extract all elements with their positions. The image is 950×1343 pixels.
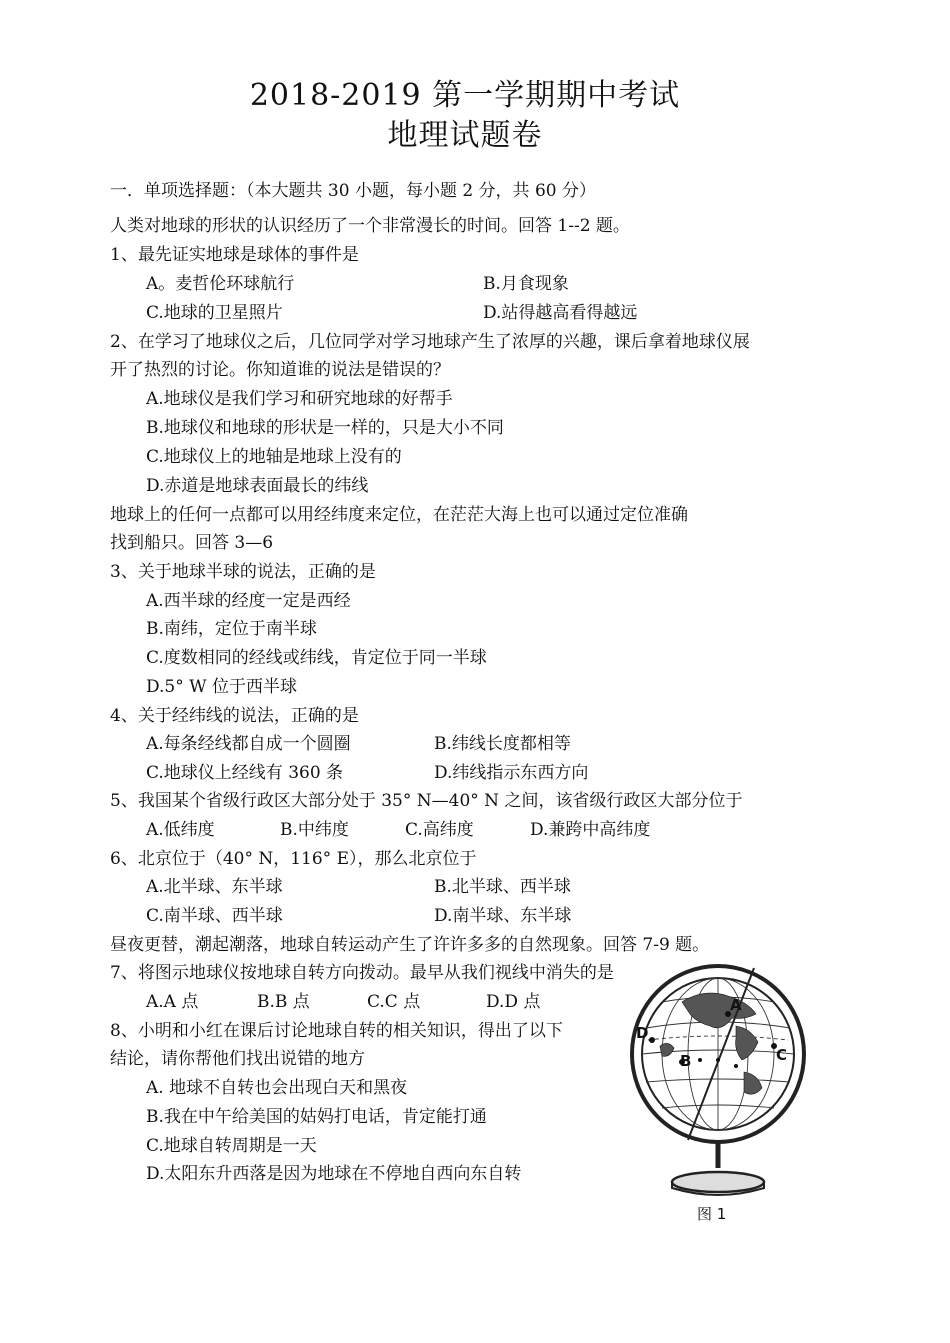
q1-option-d: D.站得越高看得越远 — [483, 303, 638, 323]
exam-title: 2018-2019 第一学期期中考试 — [249, 78, 681, 113]
q6-option-b: B.北半球、西半球 — [434, 877, 571, 897]
intro-1: 人类对地球的形状的认识经历了一个非常漫长的时间。回答 1--2 题。 — [110, 216, 630, 236]
globe-figure — [624, 962, 806, 1202]
q5-option-d: D.兼跨中高纬度 — [530, 820, 651, 840]
q7-option-b: B.B 点 — [257, 992, 310, 1012]
q8-option-c: C.地球自转周期是一天 — [146, 1136, 317, 1156]
q8-stem-line1: 8、小明和小红在课后讨论地球自转的相关知识，得出了以下 — [110, 1021, 563, 1041]
q5-option-c: C.高纬度 — [405, 820, 474, 840]
globe-label-a: A — [730, 996, 742, 1014]
q8-option-a: A. 地球不自转也会出现白天和黑夜 — [146, 1078, 408, 1098]
q3-option-a: A.西半球的经度一定是西经 — [146, 591, 351, 611]
q6-stem: 6、北京位于（40° N，116° E），那么北京位于 — [110, 849, 477, 869]
q1-option-c: C.地球的卫星照片 — [146, 303, 283, 323]
figure-caption: 图 1 — [697, 1205, 727, 1223]
q3-option-d: D.5° W 位于西半球 — [146, 677, 298, 697]
q4-option-c: C.地球仪上经线有 360 条 — [146, 763, 344, 783]
q1-option-a: A。麦哲伦环球航行 — [146, 274, 295, 294]
globe-label-b: B — [680, 1052, 692, 1070]
q2-stem-line2: 开了热烈的讨论。你知道谁的说法是错误的？ — [110, 360, 450, 380]
q4-option-d: D.纬线指示东西方向 — [434, 763, 589, 783]
intro-2-line1: 地球上的任何一点都可以用经纬度来定位，在茫茫大海上也可以通过定位准确 — [110, 505, 688, 525]
globe-label-d: D — [636, 1024, 649, 1042]
q1-option-b: B.月食现象 — [483, 274, 569, 294]
q1-stem: 1、最先证实地球是球体的事件是 — [110, 245, 359, 265]
q3-option-c: C.度数相同的经线或纬线，肯定位于同一半球 — [146, 648, 487, 668]
exam-subtitle: 地理试题卷 — [387, 118, 543, 153]
q4-stem: 4、关于经纬线的说法，正确的是 — [110, 706, 359, 726]
q6-option-c: C.南半球、西半球 — [146, 906, 283, 926]
q6-option-a: A.北半球、东半球 — [146, 877, 283, 897]
q4-option-b: B.纬线长度都相等 — [434, 734, 571, 754]
q5-option-a: A.低纬度 — [146, 820, 215, 840]
q8-stem-line2: 结论，请你帮他们找出说错的地方 — [110, 1049, 365, 1069]
section-heading: 一．单项选择题：（本大题共 30 小题，每小题 2 分，共 60 分） — [110, 181, 597, 201]
q2-option-b: B.地球仪和地球的形状是一样的，只是大小不同 — [146, 418, 504, 438]
intro-2-line2: 找到船只。回答 3—6 — [110, 533, 274, 553]
q7-option-d: D.D 点 — [486, 992, 541, 1012]
q2-stem-line1: 2、在学习了地球仪之后，几位同学对学习地球产生了浓厚的兴趣，课后拿着地球仪展 — [110, 332, 750, 352]
globe-label-c: C — [776, 1046, 788, 1064]
q2-option-c: C.地球仪上的地轴是地球上没有的 — [146, 447, 402, 467]
q7-option-c: C.C 点 — [367, 992, 421, 1012]
q3-stem: 3、关于地球半球的说法，正确的是 — [110, 562, 376, 582]
q2-option-a: A.地球仪是我们学习和研究地球的好帮手 — [146, 389, 453, 409]
q5-option-b: B.中纬度 — [280, 820, 349, 840]
q3-option-b: B.南纬，定位于南半球 — [146, 619, 317, 639]
q4-option-a: A.每条经线都自成一个圆圈 — [146, 734, 351, 754]
q7-stem: 7、将图示地球仪按地球自转方向拨动。最早从我们视线中消失的是 — [110, 963, 614, 983]
q2-option-d: D.赤道是地球表面最长的纬线 — [146, 476, 369, 496]
q6-option-d: D.南半球、东半球 — [434, 906, 572, 926]
q8-option-d: D.太阳东升西落是因为地球在不停地自西向东自转 — [146, 1164, 522, 1184]
q8-option-b: B.我在中午给美国的姑妈打电话，肯定能打通 — [146, 1107, 487, 1127]
q5-stem: 5、我国某个省级行政区大部分处于 35° N—40° N 之间，该省级行政区大部分位于 — [110, 791, 743, 811]
q7-option-a: A.A 点 — [146, 992, 199, 1012]
intro-3: 昼夜更替，潮起潮落，地球自转运动产生了许许多多的自然现象。回答 7-9 题。 — [110, 935, 710, 955]
